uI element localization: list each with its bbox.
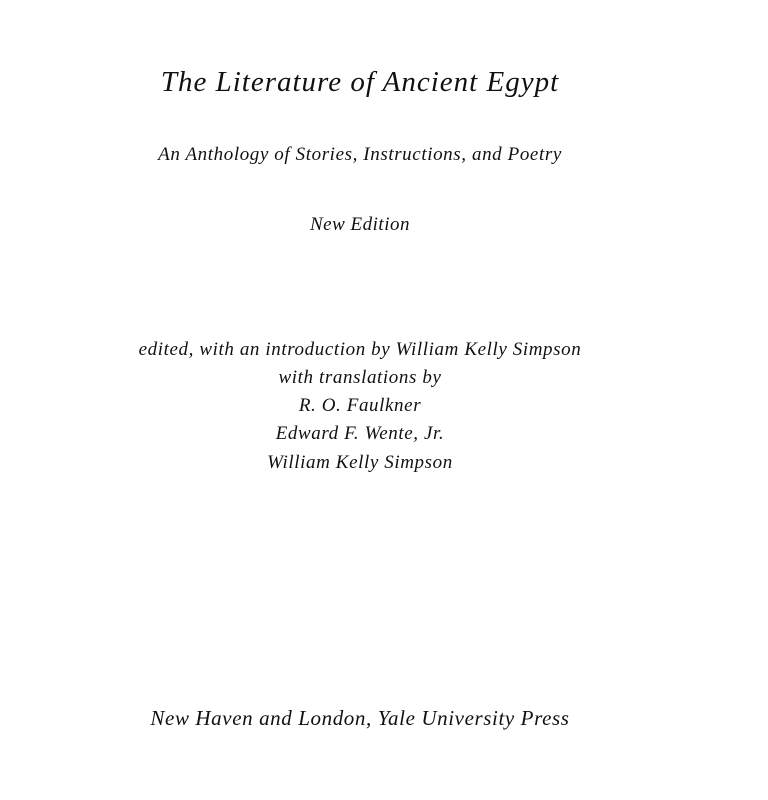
- publisher-imprint: New Haven and London, Yale University Press: [150, 706, 570, 730]
- book-title: The Literature of Ancient Egypt: [160, 66, 560, 98]
- translations-label: with translations by: [278, 367, 442, 388]
- book-subtitle: An Anthology of Stories, Instructions, and Poetry: [158, 144, 562, 165]
- editor-credit: edited, with an introduction by William Kelly Simpson: [138, 339, 582, 360]
- translator-name: Edward F. Wente, Jr.: [275, 423, 445, 444]
- translator-name: R. O. Faulkner: [298, 395, 422, 416]
- translator-name: William Kelly Simpson: [267, 452, 453, 473]
- edition-label: New Edition: [310, 214, 410, 235]
